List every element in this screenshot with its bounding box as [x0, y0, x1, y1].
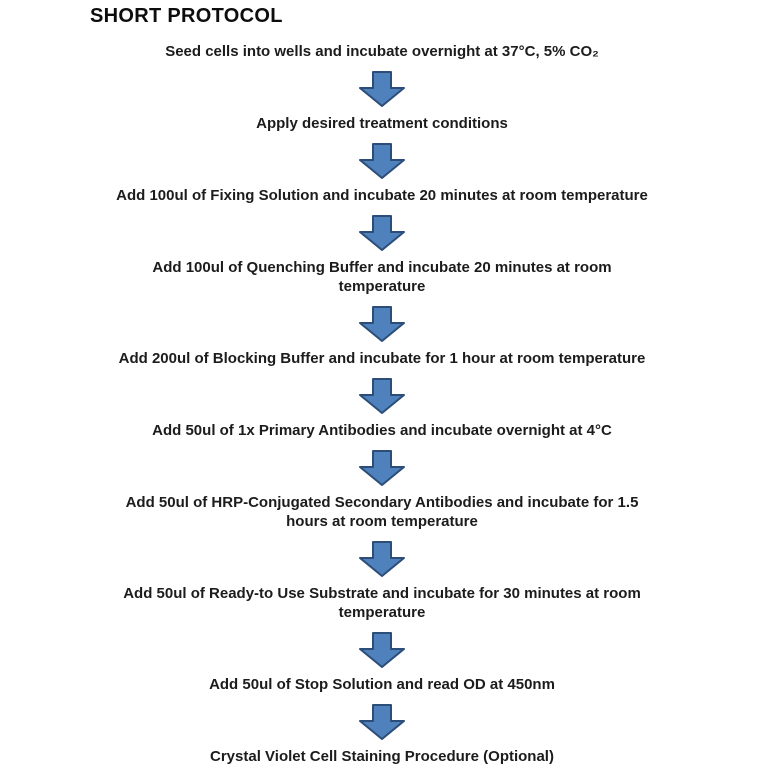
protocol-page — [0, 4, 764, 768]
down-arrow-icon — [359, 378, 405, 414]
step-text — [0, 349, 764, 368]
step-line: Apply desired treatment conditions — [256, 115, 508, 132]
down-arrow-icon — [359, 632, 405, 668]
step-line: Add 100ul of Fixing Solution and incubate 20 minutes at room temperature — [116, 187, 648, 204]
step-text — [0, 42, 764, 61]
step-text — [0, 114, 764, 133]
step-line: Crystal Violet Cell Staining Procedure (Optional) — [210, 748, 554, 765]
down-arrow-icon — [359, 71, 405, 107]
down-arrow-icon — [359, 450, 405, 486]
step-text — [0, 186, 764, 205]
step-line: Add 200ul of Blocking Buffer and incubate for 1 hour at room temperature — [118, 350, 646, 367]
flowchart — [0, 42, 764, 766]
step-line: Add 50ul of Stop Solution and read OD at 450nm — [209, 676, 555, 693]
step-text — [0, 493, 764, 531]
step-line: Add 50ul of HRP-Conjugated Secondary Antibodies and incubate for 1.5 — [125, 494, 639, 511]
step-text — [0, 421, 764, 440]
step-line: Add 100ul of Quenching Buffer and incubate 20 minutes at room — [152, 259, 612, 276]
step-line: Seed cells into wells and incubate overnight at 37°C, 5% CO₂ — [165, 43, 599, 60]
step-text — [0, 747, 764, 766]
step-line: hours at room temperature — [286, 513, 478, 530]
step-text — [0, 258, 764, 296]
step-line: Add 50ul of 1x Primary Antibodies and incubate overnight at 4°C — [152, 422, 612, 439]
down-arrow-icon — [359, 541, 405, 577]
step-line: temperature — [338, 604, 426, 621]
down-arrow-icon — [359, 143, 405, 179]
down-arrow-icon — [359, 704, 405, 740]
down-arrow-icon — [359, 306, 405, 342]
step-text — [0, 584, 764, 622]
step-line: Add 50ul of Ready-to Use Substrate and incubate for 30 minutes at room — [123, 585, 641, 602]
step-text — [0, 675, 764, 694]
page-title: SHORT PROTOCOL — [90, 5, 283, 27]
step-line: temperature — [338, 278, 426, 295]
down-arrow-icon — [359, 215, 405, 251]
